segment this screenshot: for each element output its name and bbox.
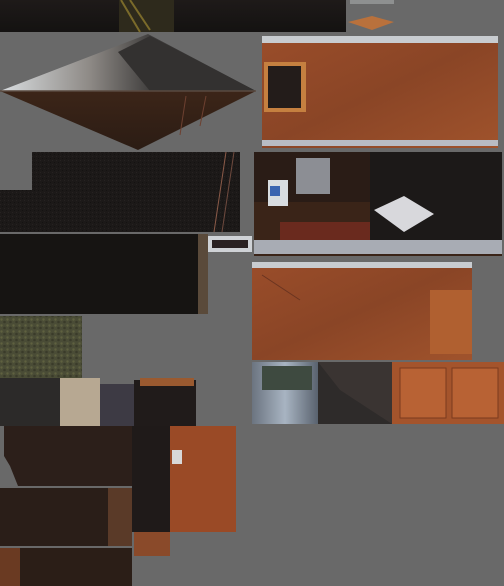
bottom-left-brown-tile (4, 426, 132, 486)
panel-wood-inset-dark (268, 66, 301, 108)
panel-wood-mid-top-edge (252, 262, 472, 268)
tile-top-left-dark (0, 0, 119, 32)
bottom-left-arrow-tile (0, 488, 124, 546)
tile-top-mid-dark (174, 0, 346, 32)
cluster-wood-cap (140, 378, 194, 386)
machine-cylinder (296, 158, 330, 194)
bottom-left-arrow-edge (108, 488, 132, 546)
machine-dark-area (370, 152, 502, 240)
black-tile-edge (198, 234, 208, 314)
cluster-dark-tile-2 (134, 380, 196, 426)
tile-top-olive (119, 0, 174, 32)
cluster-purple-tile (100, 384, 134, 426)
panel-wood-bottom-edge (262, 140, 498, 146)
black-tile-notch-dark (212, 240, 248, 248)
machine-blue-label (270, 186, 280, 196)
steel-tile-window (262, 366, 312, 390)
cluster-beige-tile (60, 378, 100, 426)
wood-door-panel-right (452, 368, 498, 418)
bottom-strip-edge (0, 548, 20, 586)
wood-door-panel-left (400, 368, 446, 418)
cluster-dark-tile (0, 378, 60, 426)
tile-top-chevron (348, 16, 394, 30)
machine-floor-strip (254, 240, 502, 254)
dark-block-upper (32, 152, 240, 192)
machine-lower-bench (280, 222, 370, 242)
dark-block-lower (0, 190, 240, 232)
bottom-small-wood (134, 532, 170, 556)
panel-wood-top-edge (262, 36, 498, 43)
bottom-wood-square (170, 426, 236, 532)
diamond-bottom-wood (0, 91, 256, 150)
black-tile-large (0, 234, 198, 314)
bottom-left-dark-column (132, 426, 170, 532)
bottom-wood-highlight (172, 450, 182, 464)
foliage-tile (0, 316, 82, 378)
tile-top-chevron-cap (350, 0, 394, 4)
panel-wood-mid-side (430, 290, 472, 354)
